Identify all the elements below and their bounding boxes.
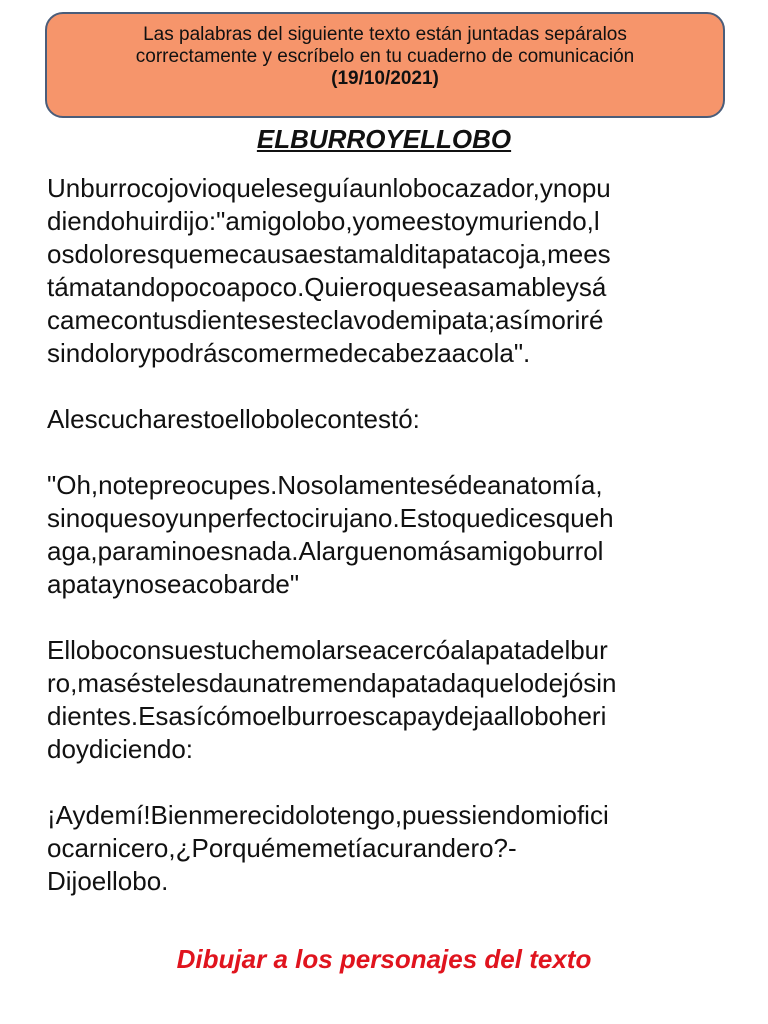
story-line: sinoquesoyunperfectocirujano.Estoquedicesqueh (47, 503, 614, 533)
instruction-date: (19/10/2021) (331, 68, 439, 89)
story-line: Alescucharestoellobolecontestó: (47, 404, 420, 434)
story-line: camecontusdientesesteclavodemipata;asímoriré (47, 305, 604, 335)
paragraph-2 (47, 403, 747, 436)
paragraph-4 (47, 634, 747, 766)
story-line: sindolorypodráscomermedecabezaacola". (47, 338, 531, 368)
instruction-line-1: Las palabras del siguiente texto están juntadas sepáralos (143, 24, 627, 45)
paragraph-5 (47, 799, 747, 898)
story-line: ro,maséstelesdaunatremendapatadaquelodejósin (47, 668, 617, 698)
story-line: ¡Aydemí!Bienmerecidolotengo,puessiendomiofici (47, 800, 609, 830)
paragraph-1 (47, 172, 747, 370)
story-line: apataynoseacobarde" (47, 569, 300, 599)
story-line: "Oh,notepreocupes.Nosolamentesédeanatomía, (47, 470, 603, 500)
story-line: Elloboconsuestuchemolarseacercóalapatadelbur (47, 635, 608, 665)
story-line: diendohuirdijo:"amigolobo,yomeestoymuriendo,l (47, 206, 600, 236)
story-line: aga,paraminoesnada.Alarguenomásamigoburrol (47, 536, 604, 566)
story-title: ELBURROYELLOBO (256, 124, 512, 154)
story-line: ocarnicero,¿Porquémemetíacurandero?- (47, 833, 517, 863)
story-body (47, 172, 747, 931)
drawing-task: Dibujar a los personajes del texto (176, 944, 592, 974)
paragraph-3 (47, 469, 747, 601)
instruction-line-2: correctamente y escríbelo en tu cuaderno de comunicación (135, 46, 635, 67)
story-line: támatandopocoapoco.Quieroqueseasamableysá (47, 272, 607, 302)
story-line: Dijoellobo. (47, 866, 169, 896)
story-line: doydiciendo: (47, 734, 193, 764)
story-line: dientes.Esasícómoelburroescapaydejaalloboheri (47, 701, 607, 731)
instruction-box (45, 12, 725, 118)
story-line: Unburrocojovioqueleseguíaunlobocazador,ynopu (47, 173, 611, 203)
story-line: osdoloresquemecausaestamalditapatacoja,mees (47, 239, 611, 269)
